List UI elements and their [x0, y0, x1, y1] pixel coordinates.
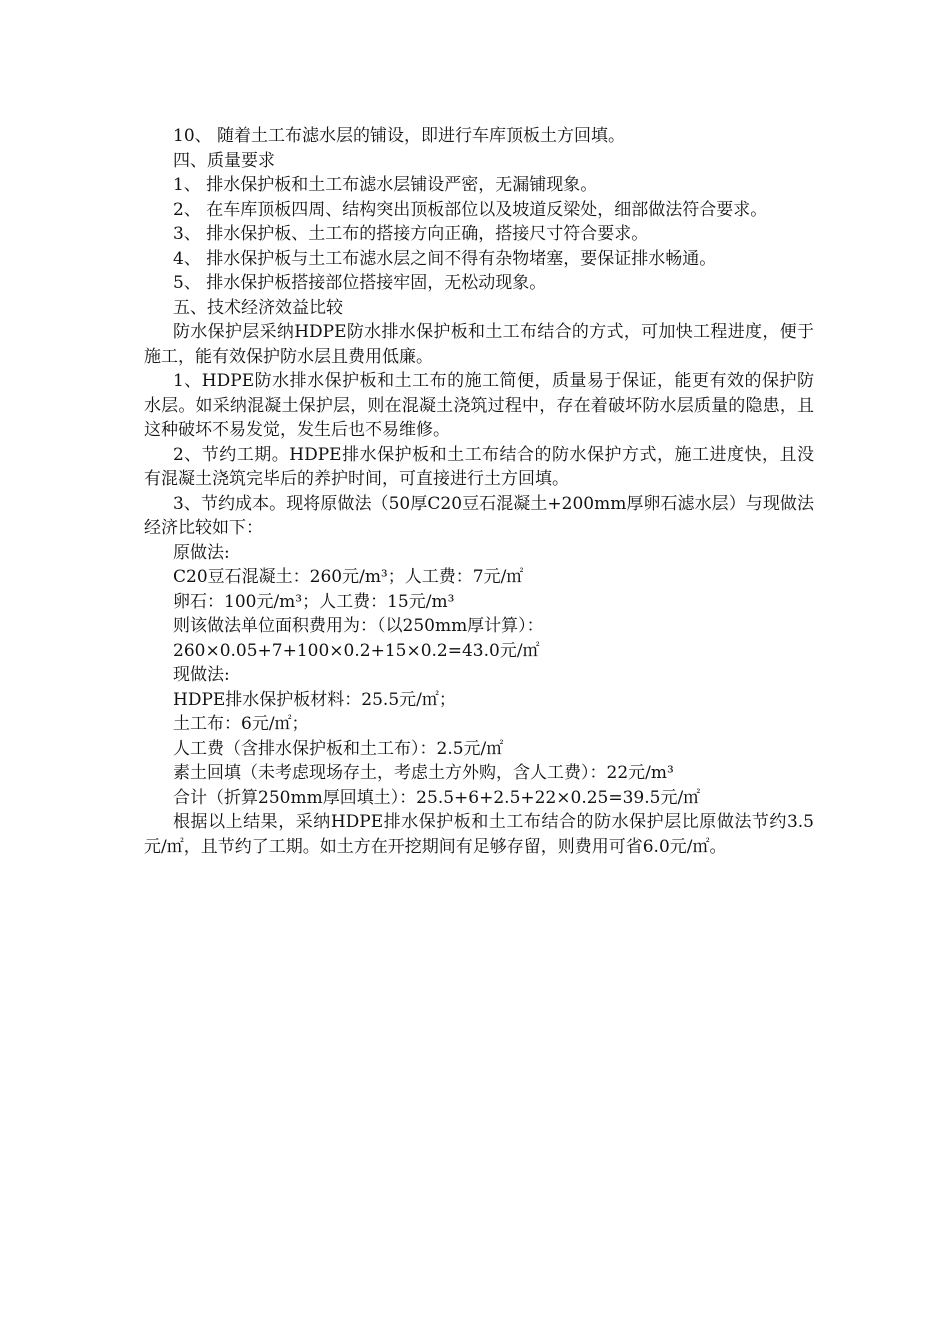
paragraph-benefit-intro: 防水保护层采纳HDPE防水排水保护板和土工布结合的方式，可加快工程进度，便于施工，能有效保护防水层且费用低廉。	[144, 322, 814, 367]
section-heading-quality: 四、质量要求	[173, 150, 275, 171]
paragraph-item-10: 10、 随着土工布滤水层的铺设，即进行车库顶板土方回填。	[173, 126, 626, 146]
paragraph-conclusion: 根据以上结果，采纳HDPE排水保护板和土工布结合的防水保护层比原做法节约3.5元/㎡，且节约了工期。如土方在开挖期间有足够存留，则费用可省6.0元/㎡。	[144, 812, 814, 857]
cost-line-unit-area-intro: 则该做法单位面积费用为：（以250mm厚计算）：	[173, 616, 544, 636]
paragraph-benefit-3: 3、节约成本。现将原做法（50厚C20豆石混凝土+200mm厚卵石滤水层）与现做法经济比较如下：	[144, 493, 814, 538]
cost-line-geotextile: 土工布：6元/㎡；	[173, 714, 309, 734]
label-original-method: 原做法:	[173, 542, 230, 563]
section-heading-benefit: 五、技术经济效益比较	[173, 297, 343, 318]
cost-line-hdpe-board: HDPE排水保护板材料：25.5元/㎡；	[173, 689, 456, 710]
paragraph-quality-5: 5、 排水保护板搭接部位搭接牢固，无松动现象。	[173, 273, 547, 293]
paragraph-quality-4: 4、 排水保护板与土工布滤水层之间不得有杂物堵塞，要保证排水畅通。	[173, 248, 717, 269]
cost-line-current-total: 合计（折算250mm厚回填土）：25.5+6+2.5+22×0.25=39.5元/㎡	[173, 787, 701, 808]
cost-line-backfill: 素土回填（未考虑现场存土，考虑土方外购，含人工费）：22元/m³	[173, 763, 674, 783]
paragraph-benefit-2: 2、节约工期。HDPE排水保护板和土工布结合的防水保护方式，施工进度快，且没有混凝土浇筑完毕后的养护时间，可直接进行土方回填。	[144, 444, 814, 489]
label-current-method: 现做法:	[173, 665, 230, 685]
cost-line-original-total: 260×0.05+7+100×0.2+15×0.2=43.0元/㎡	[173, 640, 540, 661]
document-body	[144, 124, 814, 859]
paragraph-quality-2: 2、 在车库顶板四周、结构突出顶板部位以及坡道反梁处，细部做法符合要求。	[173, 199, 768, 220]
paragraph-quality-1: 1、 排水保护板和土工布滤水层铺设严密，无漏铺现象。	[173, 175, 598, 195]
cost-line-pebble: 卵石：100元/m³；人工费：15元/m³	[173, 591, 455, 612]
cost-line-c20-concrete: C20豆石混凝土：260元/m³；人工费：7元/㎡	[173, 567, 524, 587]
paragraph-benefit-1: 1、HDPE防水排水保护板和土工布的施工简便，质量易于保证，能更有效的保护防水层。如采纳混凝土保护层，则在混凝土浇筑过程中，存在着破坏防水层质量的隐患，且这种破坏不易发觉，发生后也不易维修。	[144, 371, 814, 440]
cost-line-labor: 人工费（含排水保护板和土工布）：2.5元/㎡	[173, 738, 504, 759]
paragraph-quality-3: 3、 排水保护板、土工布的搭接方向正确，搭接尺寸符合要求。	[173, 224, 649, 244]
